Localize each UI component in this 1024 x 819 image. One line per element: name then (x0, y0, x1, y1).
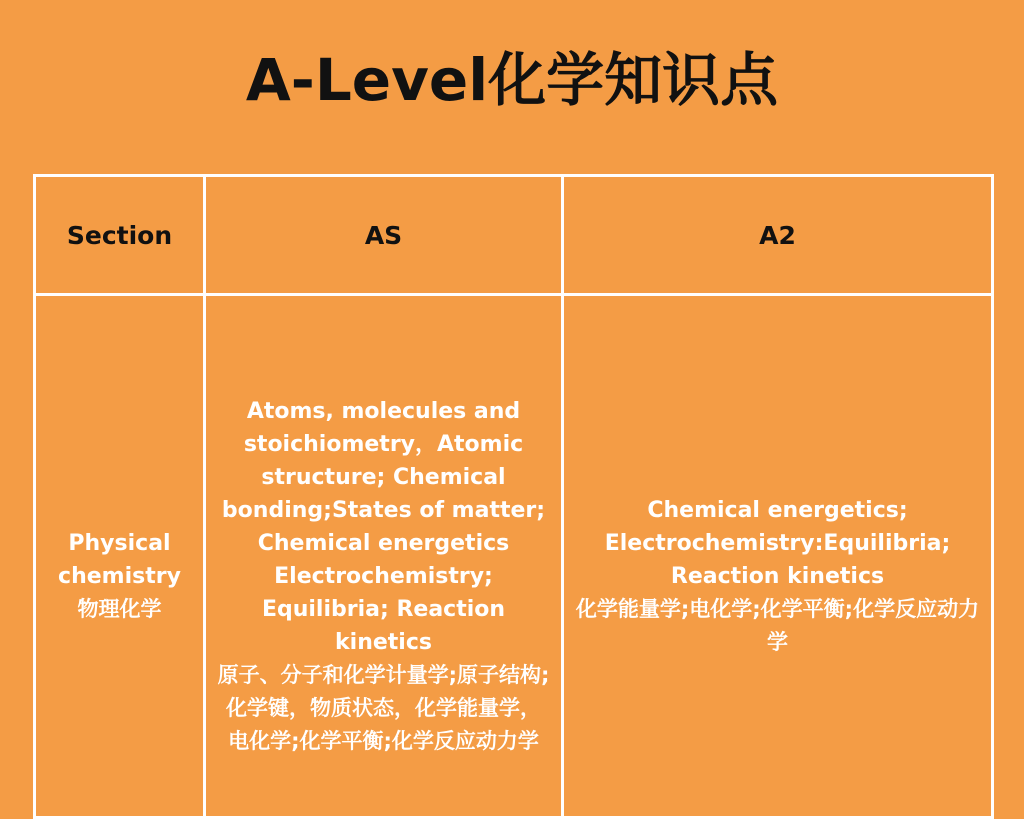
knowledge-table-container (33, 174, 991, 774)
section-cell (35, 295, 205, 818)
header-a2: A2 (563, 176, 993, 295)
table-header-row (35, 176, 993, 295)
knowledge-table (33, 174, 994, 819)
page-title: A-Level化学知识点 (245, 46, 779, 114)
a2-topics-zh: 化学能量学;电化学;化学平衡;化学反应动力学 (575, 596, 980, 654)
section-name-zh: 物理化学 (77, 596, 162, 621)
a2-cell (563, 295, 993, 818)
header-section: Section (35, 176, 205, 295)
as-topics-en: Atoms, molecules and stoichiometry，Atomic structure; Chemical bonding;States of matter; Chemical energetics Electrochemistry; Equilibria; Reaction kinetics (221, 398, 546, 655)
table-row (35, 295, 993, 818)
section-name-en: Physical chemistry (58, 530, 181, 589)
as-cell (205, 295, 563, 818)
a2-topics-en: Chemical energetics; Electrochemistry:Equilibria; Reaction kinetics (604, 497, 951, 589)
as-topics-zh: 原子、分子和化学计量学;原子结构;化学键，物质状态，化学能量学，电化学;化学平衡;化学反应动力学 (217, 662, 550, 753)
header-as: AS (205, 176, 563, 295)
